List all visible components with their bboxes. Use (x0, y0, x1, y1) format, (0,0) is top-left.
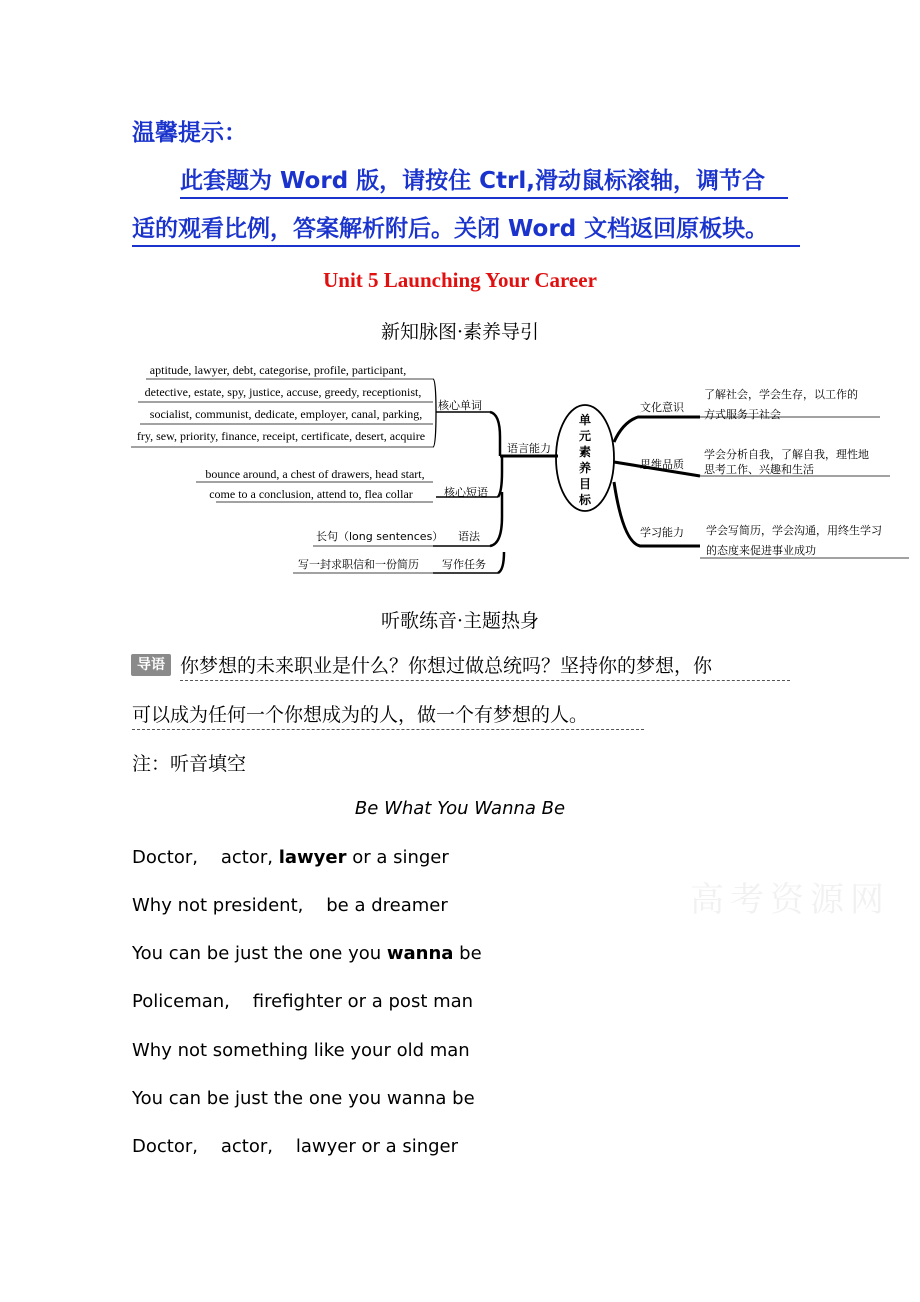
center-char-5: 目 (578, 477, 592, 491)
center-char-6: 标 (578, 493, 592, 507)
intro-line-1: 你梦想的未来职业是什么？你想过做总统吗？坚持你的梦想，你 (180, 652, 790, 681)
intro-badge-icon: 导语 (131, 654, 171, 676)
thinking-line-1: 学会分析自我，了解自我，理性地 (704, 448, 869, 461)
lyric-line-6: You can be just the one you wanna be (132, 1088, 475, 1109)
culture-line-1: 了解社会，学会生存，以工作的 (704, 388, 858, 401)
lyric-line-7: Doctor, actor, lawyer or a singer (132, 1136, 459, 1157)
notice-line-2: 适的观看比例，答案解析附后。关闭 Word 文档返回原板块。 (132, 213, 800, 247)
center-char-1: 单 (578, 413, 592, 427)
vocab-line-1: aptitude, lawyer, debt, categorise, profile, participant, (149, 363, 407, 377)
writing-label: 写作任务 (442, 558, 486, 571)
vocab-label: 核心单词 (438, 399, 482, 412)
thinking-label: 思维品质 (640, 458, 684, 471)
vocab-line-3: socialist, communist, dedicate, employer, canal, parking, (149, 407, 423, 421)
intro-line-2: 可以成为任何一个你想成为的人，做一个有梦想的人。 (132, 701, 644, 730)
notice-title: 温馨提示： (132, 120, 247, 146)
note-text: 注：听音填空 (132, 753, 247, 775)
vocab-line-4: fry, sew, priority, finance, receipt, certificate, desert, acquire (136, 429, 426, 443)
grammar-text: 长句（long sentences） (316, 530, 444, 543)
mind-map (128, 352, 918, 584)
watermark: 高考资源网 (690, 880, 890, 920)
notice-line-1: 此套题为 Word 版，请按住 Ctrl,滑动鼠标滚轴，调节合 (180, 165, 788, 199)
vocab-line-2: detective, estate, spy, justice, accuse, greedy, receptionist, (144, 385, 422, 399)
lyric-line-1: Doctor, actor, lawyer or a singer (132, 847, 449, 868)
center-char-4: 养 (578, 461, 592, 475)
song-title: Be What You Wanna Be (354, 798, 566, 819)
lyric-line-2: Why not president, be a dreamer (132, 895, 448, 916)
learning-line-1: 学会写简历，学会沟通，用终生学习 (706, 524, 882, 537)
writing-text: 写一封求职信和一份简历 (298, 558, 419, 571)
thinking-line-2: 思考工作、兴趣和生活 (704, 463, 814, 476)
phrase-label: 核心短语 (444, 486, 488, 499)
lyric-line-4: Policeman, firefighter or a post man (132, 991, 474, 1012)
culture-label: 文化意识 (640, 401, 684, 414)
center-char-2: 元 (578, 429, 592, 443)
learning-label: 学习能力 (640, 526, 684, 539)
phrase-line-2: come to a conclusion, attend to, flea collar (209, 487, 413, 501)
center-char-3: 素 (578, 445, 592, 459)
learning-line-2: 的态度来促进事业成功 (706, 544, 816, 557)
section-title-song: 听歌练音·主题热身 (380, 610, 540, 632)
phrase-line-1: bounce around, a chest of drawers, head start, (205, 467, 425, 481)
culture-line-2: 方式服务于社会 (704, 408, 781, 421)
lyric-line-3: You can be just the one you wanna be (132, 943, 482, 964)
grammar-label: 语法 (458, 530, 480, 543)
lyric-line-5: Why not something like your old man (132, 1040, 470, 1061)
unit-title: Unit 5 Launching Your Career (323, 268, 597, 292)
section-title-mindmap: 新知脉图·素养导引 (380, 321, 540, 343)
language-label: 语言能力 (507, 442, 551, 455)
